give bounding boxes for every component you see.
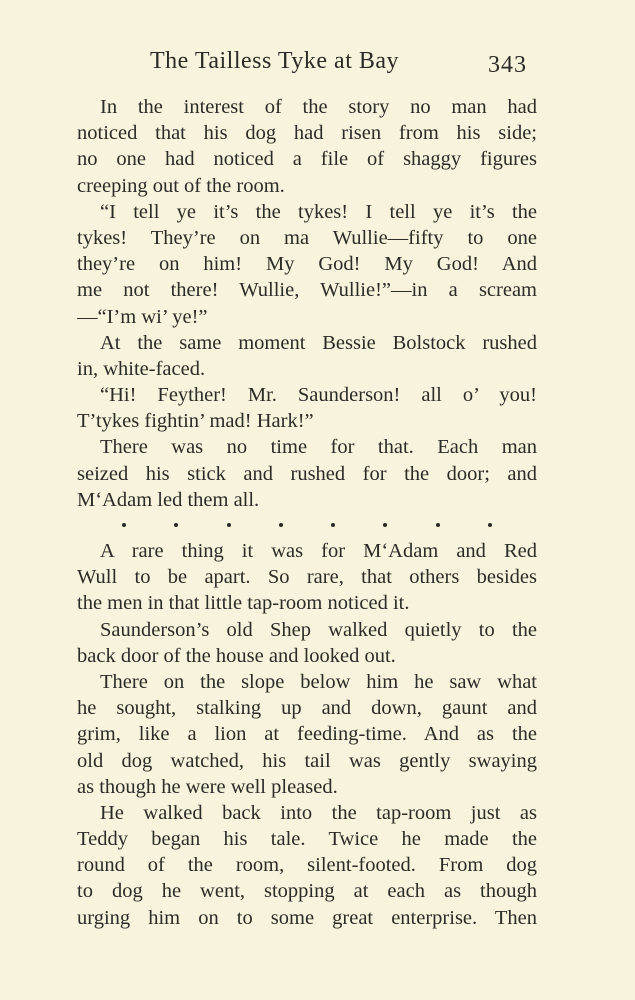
text-line: no one had noticed a file of shaggy figures [77, 148, 537, 171]
section-break-dot [122, 523, 126, 527]
text-block-before-break [77, 94, 537, 513]
section-break-dot [383, 523, 387, 527]
section-break-dot [488, 523, 492, 527]
text-line: “Hi! Feyther! Mr. Saunderson! all o’ you! [100, 384, 537, 407]
text-line: noticed that his dog had risen from his side; [77, 122, 537, 145]
running-head-title: The Tailless Tyke at Bay [150, 48, 400, 74]
text-line: creeping out of the room. [77, 174, 285, 197]
text-line: urging him on to some great enterprise. Then [77, 906, 537, 929]
text-line: me not there! Wullie, Wullie!”—in a scream [77, 279, 537, 302]
text-line: he sought, stalking up and down, gaunt and [77, 697, 537, 720]
text-line: old dog watched, his tail was gently swaying [77, 749, 537, 772]
text-line: to dog he went, stopping at each as though [77, 880, 537, 903]
section-break-dot [227, 523, 231, 527]
text-line: back door of the house and looked out. [77, 644, 396, 667]
text-line: as though he were well pleased. [77, 775, 338, 798]
section-break-dot [174, 523, 178, 527]
section-break [122, 518, 492, 532]
section-break-dot [436, 523, 440, 527]
text-line: Wull to be apart. So rare, that others besides [77, 566, 537, 589]
text-line: “I tell ye it’s the tykes! I tell ye it’s the [100, 200, 537, 223]
text-line: seized his stick and rushed for the door; and [77, 462, 537, 485]
text-line: He walked back into the tap-room just as [100, 801, 537, 824]
text-block-after-break [77, 538, 537, 931]
text-line: the men in that little tap-room noticed it. [77, 592, 410, 615]
text-line: in, white-faced. [77, 357, 206, 380]
text-line: Saunderson’s old Shep walked quietly to the [100, 618, 537, 641]
section-break-dot [279, 523, 283, 527]
text-line: In the interest of the story no man had [100, 96, 537, 118]
text-line: A rare thing it was for M‘Adam and Red [100, 540, 537, 562]
page-number: 343 [488, 52, 527, 78]
text-line: grim, like a lion at feeding-time. And as the [77, 723, 537, 746]
text-line: —“I’m wi’ ye!” [77, 305, 208, 328]
text-line: There was no time for that. Each man [100, 436, 537, 459]
text-line: T’tykes fightin’ mad! Hark!” [77, 410, 314, 433]
text-line: M‘Adam led them all. [77, 488, 260, 511]
section-break-dot [331, 523, 335, 527]
text-line: they’re on him! My God! My God! And [77, 253, 537, 276]
text-line: round of the room, silent-footed. From dog [77, 854, 537, 877]
text-line: At the same moment Bessie Bolstock rushed [100, 331, 537, 354]
text-line: tykes! They’re on ma Wullie—fifty to one [77, 226, 537, 249]
text-line: Teddy began his tale. Twice he made the [77, 828, 537, 851]
text-line: There on the slope below him he saw what [100, 670, 537, 693]
